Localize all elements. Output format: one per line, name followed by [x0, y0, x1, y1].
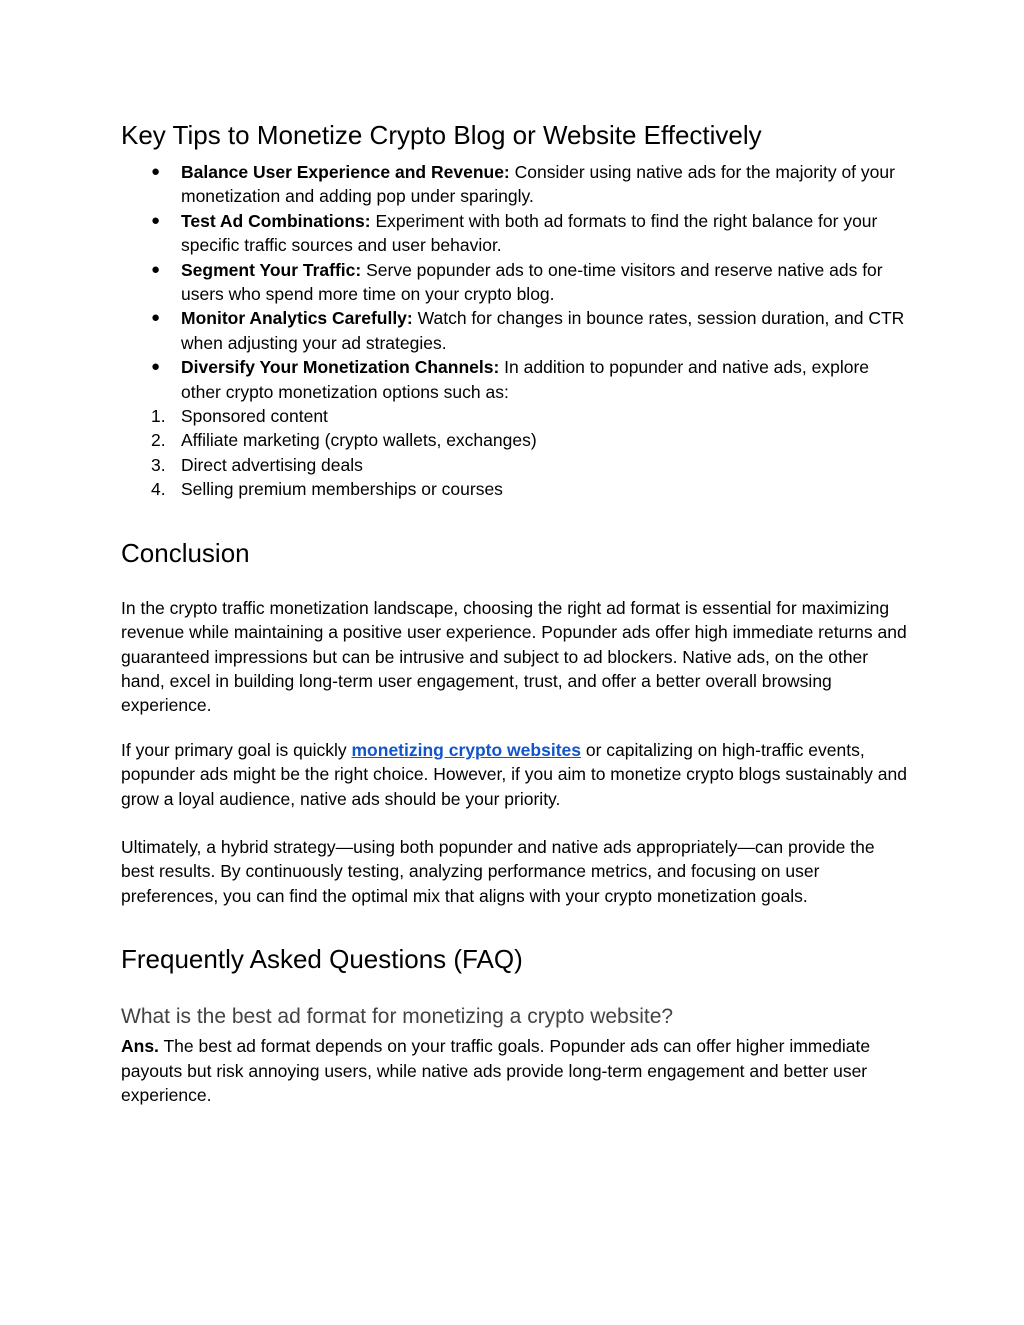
tip-text: Experiment with both ad formats to find the right balance for your specific traffic sources and user behavior. [181, 210, 878, 256]
tip-item-5 [121, 355, 911, 404]
conclusion-heading: Conclusion [121, 537, 250, 568]
option-text: Selling premium memberships or courses [181, 479, 503, 500]
faq-heading: Frequently Asked Questions (FAQ) [121, 944, 523, 975]
answer-label: Ans. [121, 1036, 159, 1057]
document-page [121, 118, 911, 1107]
monetizing-crypto-websites-link[interactable]: monetizing crypto websites [351, 739, 581, 760]
tip-title: Balance User Experience and Revenue: [181, 162, 510, 182]
tip-item-1 [121, 160, 911, 209]
option-number: 3. [151, 454, 166, 475]
option-text: Affiliate marketing (crypto wallets, exchanges) [181, 430, 537, 451]
option-text: Sponsored content [181, 406, 328, 427]
conclusion-paragraph-2 [121, 738, 911, 811]
tip-item-2 [121, 209, 911, 258]
tip-title: Monitor Analytics Carefully: [181, 308, 413, 329]
tip-item-4 [121, 306, 911, 355]
option-number: 4. [151, 479, 166, 500]
option-item-4 [121, 477, 911, 501]
option-text: Direct advertising deals [181, 454, 363, 475]
tip-text: In addition to popunder and native ads, explore other crypto monetization options such as: [181, 357, 870, 402]
tip-title: Segment Your Traffic: [181, 259, 362, 280]
monetization-options-list [121, 404, 911, 502]
bullet-icon: ● [151, 309, 161, 327]
faq-answer [121, 1034, 911, 1107]
bullet-icon: ● [151, 358, 161, 376]
option-item-1 [121, 404, 911, 428]
bullet-icon: ● [151, 260, 161, 278]
tips-list [121, 160, 911, 404]
option-item-2 [121, 428, 911, 452]
tips-heading: Key Tips to Monetize Crypto Blog or Website Effectively [121, 120, 762, 150]
conclusion-paragraph-1: In the crypto traffic monetization landscape, choosing the right ad format is essential for maximizing revenue while maintaining a positive user experience. Popunder ads offer high immediate returns and guaranteed impressions but can be intrusive and subject to ad blockers. Native ads, on the other hand, excel in building long-term user engagement, trust, and offer a better overall browsing experience. [121, 597, 907, 716]
paragraph-text: or capitalizing on high-traffic events, popunder ads might be the right choice. However, if you aim to monetize crypto blogs sustainably and grow a loyal audience, native ads should be your priority. [121, 739, 907, 809]
tip-item-3 [121, 258, 911, 307]
option-number: 2. [151, 430, 166, 451]
answer-text: The best ad format depends on your traffic goals. Popunder ads can offer higher immediate payouts but risk annoying users, while native ads provide long-term engagement and better user experience. [121, 1036, 871, 1105]
tip-text: Watch for changes in bounce rates, session duration, and CTR when adjusting your ad strategies. [181, 308, 905, 353]
tip-title: Diversify Your Monetization Channels: [181, 357, 500, 378]
option-number: 1. [151, 406, 166, 427]
bullet-icon: ● [151, 211, 161, 229]
tip-text: Serve popunder ads to one-time visitors and reserve native ads for users who spend more time on your crypto blog. [181, 259, 883, 305]
paragraph-text: If your primary goal is quickly [121, 739, 352, 760]
tip-title: Test Ad Combinations: [181, 210, 371, 231]
tip-text: Consider using native ads for the majority of your monetization and adding pop under sparingly. [181, 162, 895, 207]
conclusion-paragraph-3: Ultimately, a hybrid strategy—using both popunder and native ads appropriately—can provide the best results. By continuously testing, analyzing performance metrics, and focusing on user preferences, you can find the optimal mix that aligns with your crypto monetization goals. [121, 836, 875, 906]
option-item-3 [121, 453, 911, 477]
bullet-icon: ● [151, 163, 161, 180]
faq-question: What is the best ad format for monetizing a crypto website? [121, 1005, 674, 1029]
